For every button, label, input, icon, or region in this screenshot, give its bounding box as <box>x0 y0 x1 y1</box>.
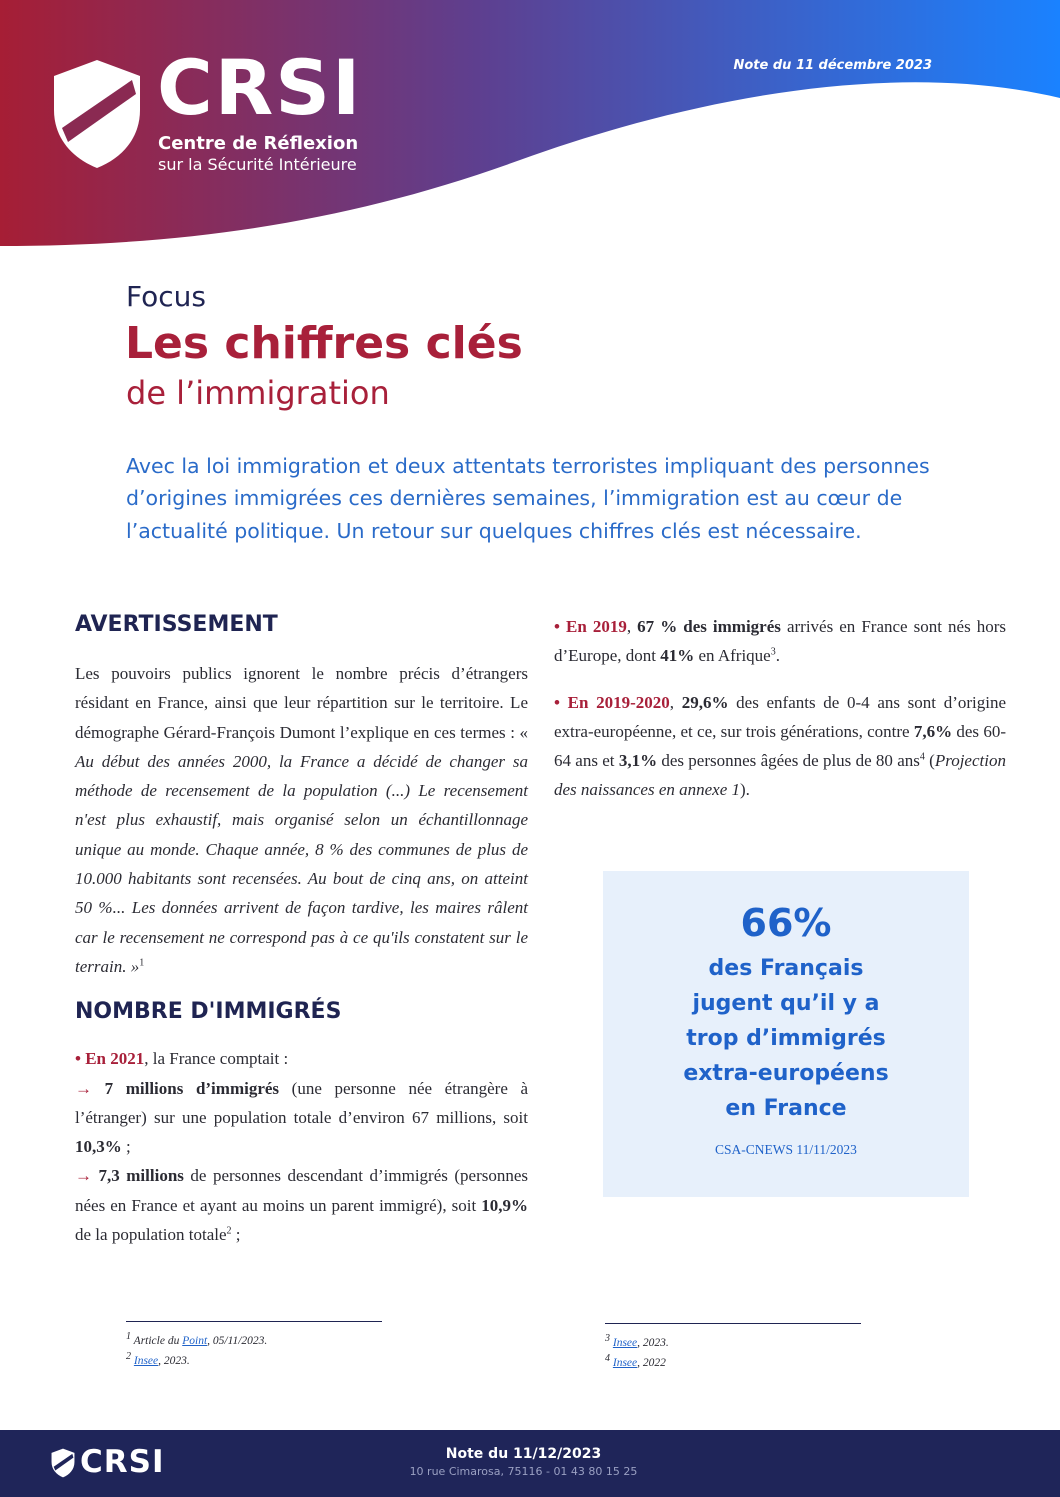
footnote-link-insee[interactable]: Insee <box>612 1357 638 1369</box>
footer-note-date: Note du 11/12/2023 <box>445 1446 602 1462</box>
arrow-icon: → <box>75 1166 99 1186</box>
stat-2019-2020-paragraph: • En 2019-2020, 29,6% des enfants de 0-4 ans sont d’origine extra-européenne, et ce, sur trois générations, contre 7,6% des 60-64 ans et 3,1% des personnes âgées de plus de 80 ans$^4$ (Projection des naissances en annexe 1). <box>554 692 1007 800</box>
footnote-link-insee[interactable]: Insee <box>612 1337 638 1349</box>
page-subtitle: de l’immigration <box>126 374 390 412</box>
left-column <box>75 612 528 1249</box>
footnote-divider-left <box>126 1321 382 1322</box>
footnote-1: $^1$ Article du Point, 05/11/2023. <box>126 1331 268 1347</box>
shield-logo-icon <box>52 58 142 170</box>
right-column <box>554 612 1006 805</box>
footnote-ref-1[interactable]: 1 <box>139 957 145 969</box>
note-date: Note du 11 décembre 2023 <box>733 58 932 73</box>
logo-wordmark: CRSI <box>157 43 363 132</box>
footnotes-right <box>605 1333 669 1373</box>
footnote-4: $^4$ Insee, 2022 <box>605 1353 666 1369</box>
footnote-ref-4[interactable]: 4 <box>919 751 925 763</box>
footnote-2: $^2$ Insee, 2023. <box>126 1351 190 1367</box>
header-banner <box>0 0 1060 250</box>
footnote-link-insee[interactable]: Insee <box>133 1355 159 1367</box>
highlight-box <box>603 871 969 1197</box>
highlight-text: des Français jugent qu’il y a trop d’immigrés extra-européens en France <box>683 956 889 1121</box>
footer-address: 10 rue Cimarosa, 75116 - 01 43 80 15 25 <box>409 1465 638 1478</box>
footer-bar <box>0 1430 1060 1497</box>
footnote-3: $^3$ Insee, 2023. <box>605 1333 669 1349</box>
footnote-ref-2[interactable]: 2 <box>226 1225 232 1237</box>
heading-avertissement: AVERTISSEMENT <box>75 612 278 637</box>
footnote-link-point[interactable]: Point <box>182 1335 208 1347</box>
highlight-source: CSA-CNEWS 11/11/2023 <box>715 1142 857 1157</box>
avertissement-paragraph: Les pouvoirs publics ignorent le nombre précis d’étrangers résidant en France, ainsi que leur répartition sur le territoire. Le démographe Gérard-François Dumont l’explique en ces termes : « Au début des années 2000, la France a décidé de changer sa méthode de recensement de la population (...) Le recensement n'est plus exhaustif, mais organisé selon un échantillonnage unique au monde. Chaque année, 8 % des communes de plus de 10.000 habitants sont recensées. Au bout de cinq ans, on atteint 50 %... Les données arrivent de façon tardive, les maires râlent car le recensement ne correspond pas à ce qu'ils constatent sur le terrain. »$^1$ <box>75 664 528 976</box>
logo-tagline-2: sur la Sécurité Intérieure <box>158 155 357 174</box>
logo-tagline-1: Centre de Réflexion <box>158 133 359 154</box>
footnote-ref-3[interactable]: 3 <box>770 646 776 658</box>
footer-logo: CRSI <box>80 1444 165 1480</box>
heading-nombre-immigres: NOMBRE D'IMMIGRÉS <box>75 999 342 1025</box>
arrow-icon: → <box>75 1078 105 1098</box>
footnotes-left <box>126 1331 267 1371</box>
focus-kicker: Focus <box>126 280 206 313</box>
nombre-paragraph: • En 2021, la France comptait : → 7 millions d’immigrés (une personne née étrangère à l’étranger) sur une population totale d’environ 67 millions, soit 10,3% ; → 7,3 millions de personnes descendant d’immigrés (personnes nées en France et ayant au moins un parent immigré), soit 10,9% de la population totale$^2$ ; <box>75 1049 529 1245</box>
stat-2019-paragraph: • En 2019, 67 % des immigrés arrivés en France sont nés hors d’Europe, dont 41% en Afrique$^3$. <box>554 617 1007 666</box>
highlight-percentage: 66% <box>740 901 832 945</box>
dumont-quote: Au début des années 2000, la France a décidé de changer sa méthode de recensement de la population (...) Le recensement n'est plus exhaustif, mais organisé selon un échantillonnage unique au monde. Chaque année, 8 % des communes de plus de 10.000 habitants sont recensées. Au bout de cinq ans, on atteint 50 %... Les données arrivent de façon tardive, les maires râlent car le recensement ne correspond pas à ce qu'ils constatent sur le terrain. <box>75 751 528 976</box>
lead-paragraph: Avec la loi immigration et deux attentats terroristes impliquant des personnes d’origines immigrées ces dernières semaines, l’immigration est au cœur de l’actualité politique. Un retour sur quelques chiffres clés est nécessaire. <box>126 454 930 543</box>
footnote-divider-right <box>605 1323 861 1324</box>
page-title: Les chiffres clés <box>125 318 523 369</box>
